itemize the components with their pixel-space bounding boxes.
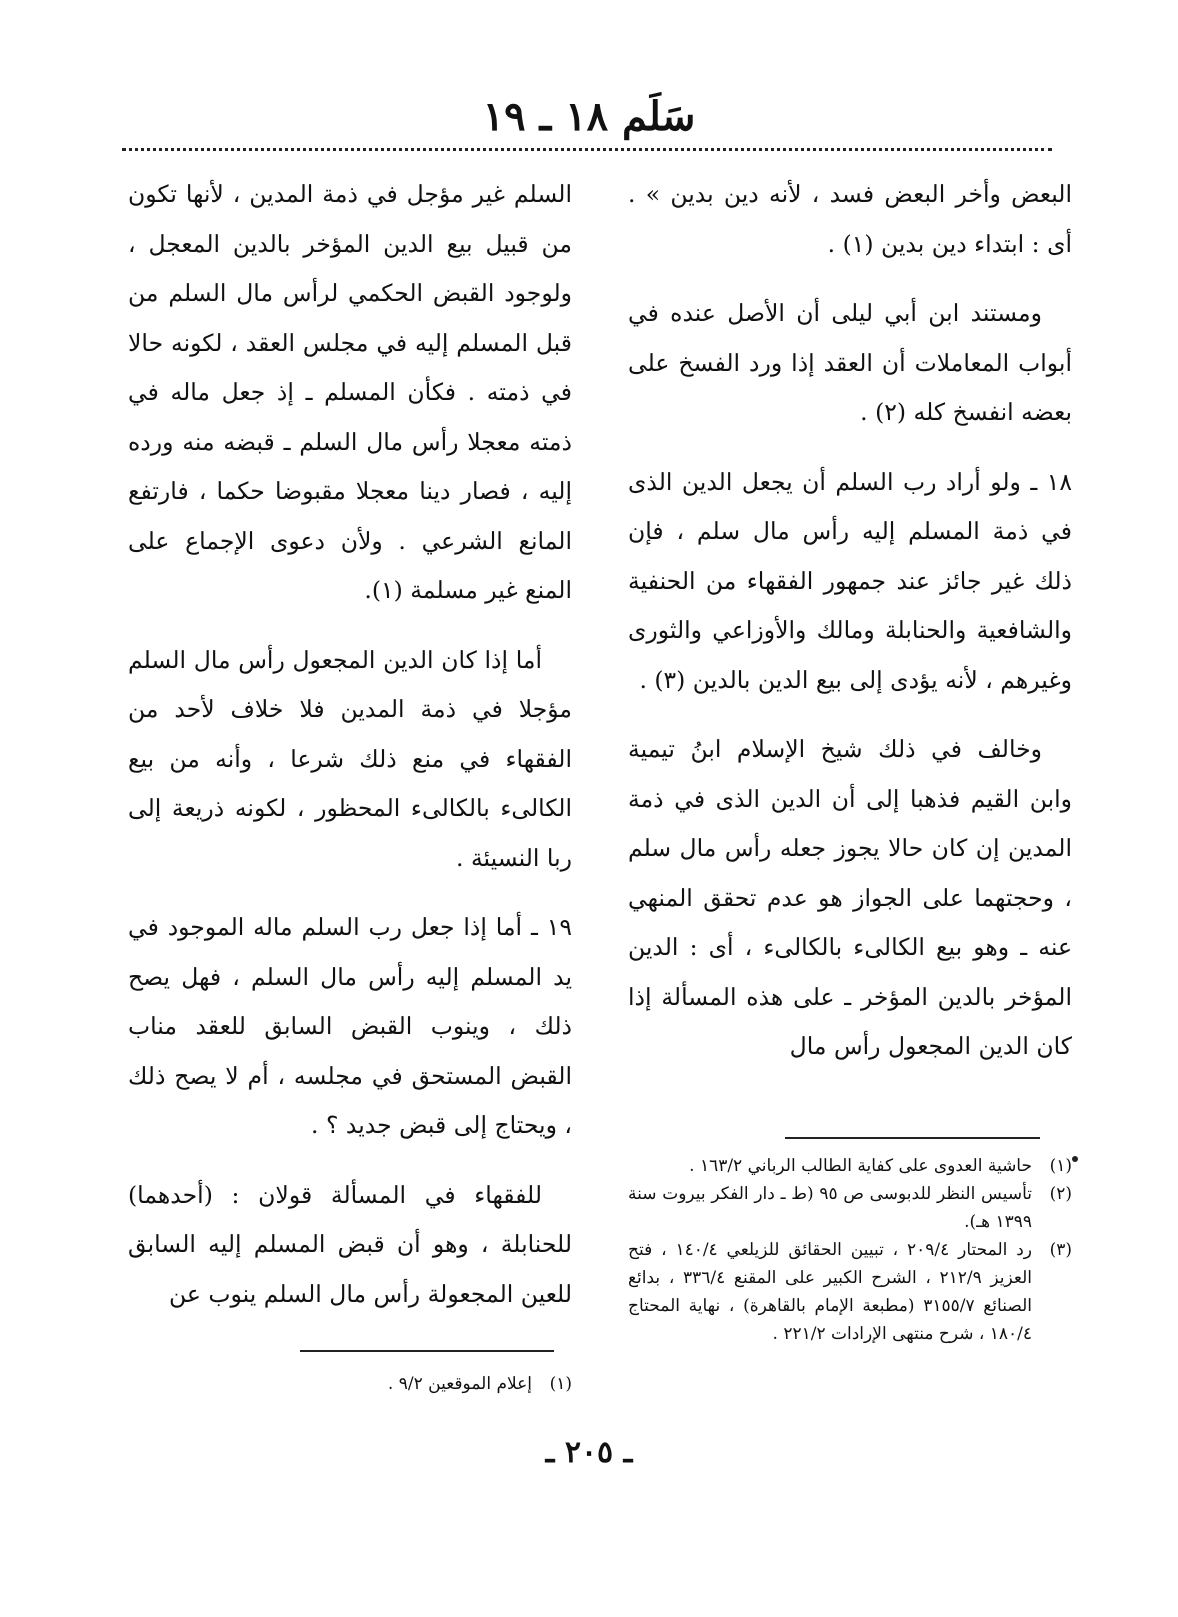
paragraph: ومستند ابن أبي ليلى أن الأصل عنده في أبواب المعاملات أن العقد إذا ورد الفسخ على بعضه انفسخ كله (٢) .	[628, 299, 1072, 426]
left-footnotes	[128, 1370, 572, 1398]
paragraph: البعض وأخر البعض فسد ، لأنه دين بدين » . أى : ابتداء دين بدين (١) .	[628, 180, 1072, 258]
footnote-number: (١)	[1049, 1156, 1072, 1176]
footnote	[628, 1152, 1072, 1180]
left-column	[128, 170, 572, 1339]
footnote-number: (١)	[549, 1374, 572, 1394]
header-divider	[122, 148, 1052, 151]
footnote-text: حاشية العدوى على كفاية الطالب الرباني ١٦٣/٢ .	[689, 1156, 1032, 1176]
page-title: سَلَم ١٨ ـ ١٩	[482, 93, 696, 140]
page-number: ـ ٢٠٥ ـ	[545, 1435, 633, 1470]
paragraph: ١٩ ـ أما إذا جعل رب السلم ماله الموجود في يد المسلم إليه رأس مال السلم ، فهل يصح ذلك ، وينوب القبض السابق للعقد مناب القبض المستحق في مجلسه ، أم لا يصح ذلك ، ويحتاج إلى قبض جديد ؟ .	[128, 913, 572, 1139]
footnote	[128, 1370, 572, 1398]
margin-dot	[1072, 1156, 1078, 1162]
footnote	[628, 1236, 1072, 1348]
footnote-divider	[300, 1350, 554, 1352]
paragraph: وخالف في ذلك شيخ الإسلام ابنُ تيمية وابن القيم فذهبا إلى أن الدين الذى في ذمة المدين إن كان حالا يجوز جعله رأس مال سلم ، وحجتهما على الجواز هو عدم تحقق المنهي عنه ـ وهو بيع الكالىء بالكالىء ، أى : الدين المؤخر بالدين المؤخر ـ على هذه المسألة إذا كان الدين المجعول رأس مال	[628, 735, 1072, 1060]
paragraph: أما إذا كان الدين المجعول رأس مال السلم مؤجلا في ذمة المدين فلا خلاف لأحد من الفقهاء في منع ذلك شرعا ، وأنه من بيع الكالىء بالكالىء المحظور ، لكونه ذريعة إلى ربا النسيئة .	[128, 645, 572, 872]
paragraph: للفقهاء في المسألة قولان : (أحدهما) للحنابلة ، وهو أن قبض المسلم إليه السابق للعين المجعولة رأس مال السلم ينوب عن	[128, 1180, 572, 1308]
right-column	[628, 170, 1072, 1092]
footnote-text: رد المحتار ٢٠٩/٤ ، تبيين الحقائق للزيلعي ١٤٠/٤ ، فتح العزيز ٢١٢/٩ ، الشرح الكبير على المقنع ٣٣٦/٤ ، بدائع الصنائع ٣١٥٥/٧ (مطبعة الإمام بالقاهرة) ، نهاية المحتاج ١٨٠/٤ ، شرح منتهى الإرادات ٢٢١/٢ .	[628, 1240, 1033, 1344]
footnote-divider	[785, 1137, 1040, 1139]
footnote-number: (٣)	[1049, 1240, 1072, 1260]
paragraph: السلم غير مؤجل في ذمة المدين ، لأنها تكون من قبيل بيع الدين المؤخر بالدين المعجل ، ولوجود القبض الحكمي لرأس مال السلم من قبل المسلم إليه في مجلس العقد ، لكونه حالا في ذمته . فكأن المسلم ـ إذ جعل ماله في ذمته معجلا رأس مال السلم ـ قبضه منه ورده إليه ، فصار دينا معجلا مقبوضا حكما ، فارتفع المانع الشرعي . ولأن دعوى الإجماع على المنع غير مسلمة (١).	[128, 180, 572, 604]
footnote-number: (٢)	[1049, 1184, 1072, 1204]
paragraph: ١٨ ـ ولو أراد رب السلم أن يجعل الدين الذى في ذمة المسلم إليه رأس مال سلم ، فإن ذلك غير جائز عند جمهور الفقهاء من الحنفية والشافعية والحنابلة ومالك والأوزاعي والثورى وغيرهم ، لأنه يؤدى إلى بيع الدين بالدين (٣) .	[628, 467, 1072, 694]
right-footnotes	[628, 1152, 1072, 1348]
footnote	[628, 1180, 1072, 1236]
footnote-text: تأسيس النظر للدبوسى ص ٩٥ (ط ـ دار الفكر بيروت سنة ١٣٩٩ هـ).	[628, 1184, 1032, 1232]
footnote-text: إعلام الموقعين ٩/٢ .	[387, 1374, 532, 1394]
